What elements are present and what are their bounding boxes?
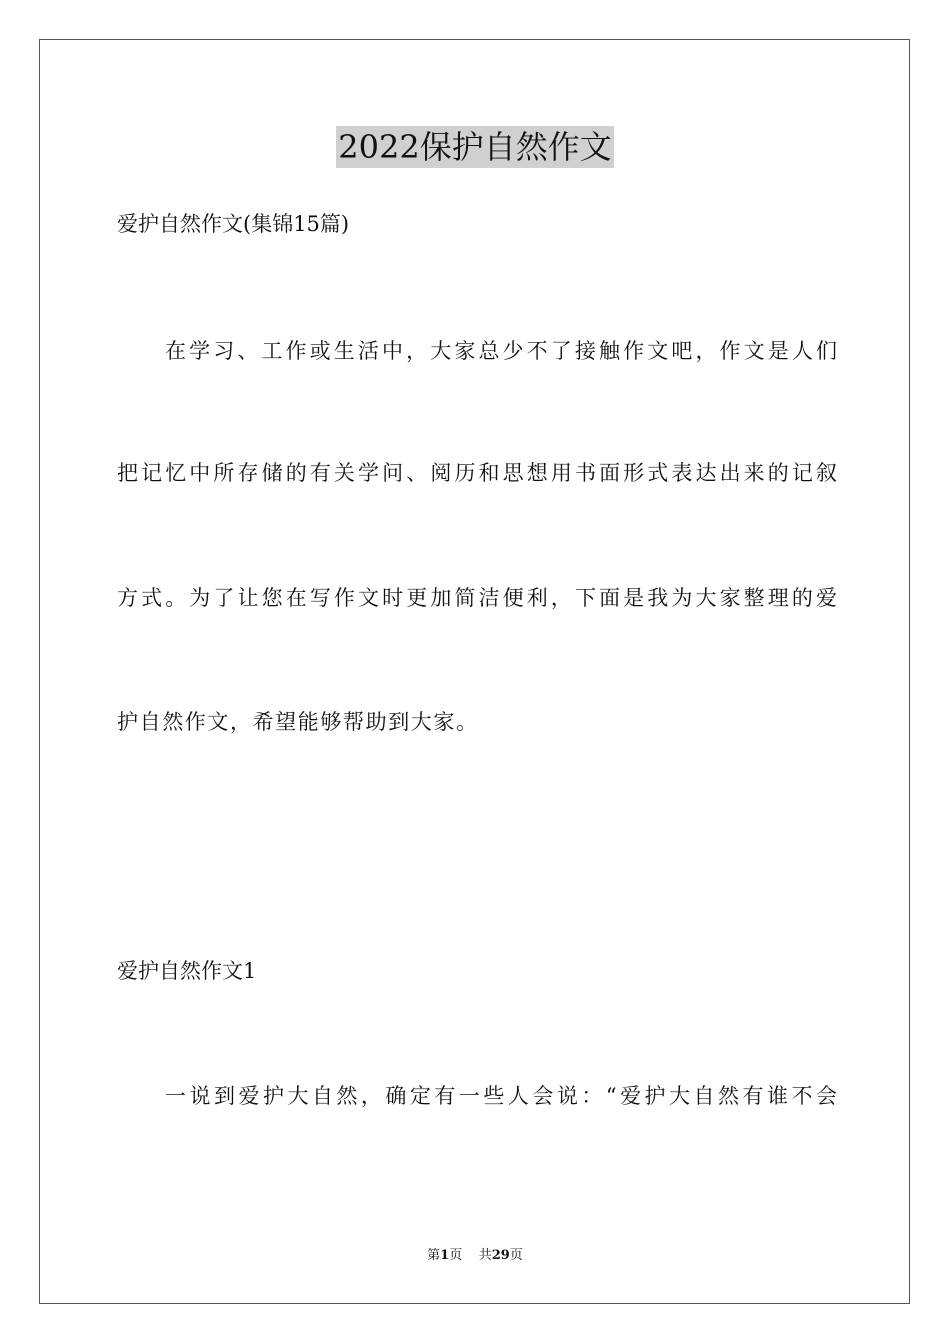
title-container (0, 126, 950, 168)
intro-line-4: 护自然作文，希望能够帮助到大家。 (117, 710, 479, 734)
footer-total-suffix: 页 (509, 1248, 523, 1263)
intro-line-3: 方式。为了让您在写作文时更加简洁便利，下面是我为大家整理的爱 (117, 586, 837, 610)
footer-total-prefix: 共 (478, 1248, 492, 1263)
document-subtitle: 爱护自然作文(集锦15篇) (117, 212, 350, 236)
section-heading: 爱护自然作文1 (117, 959, 257, 983)
footer-page-number: 1 (440, 1248, 450, 1263)
footer-page-prefix: 第 (427, 1248, 441, 1263)
section-first-line: 一说到爱护大自然，确定有一些人会说：“爱护大自然有谁不会 (165, 1084, 837, 1108)
footer-total-pages: 29 (491, 1248, 510, 1263)
document-title: 2022保护自然作文 (338, 128, 612, 166)
footer-page-suffix: 页 (449, 1248, 463, 1263)
intro-line-1: 在学习、工作或生活中，大家总少不了接触作文吧，作文是人们 (165, 339, 837, 363)
page-footer (0, 1247, 950, 1265)
intro-line-2: 把记忆中所存储的有关学问、阅历和思想用书面形式表达出来的记叙 (117, 461, 837, 485)
